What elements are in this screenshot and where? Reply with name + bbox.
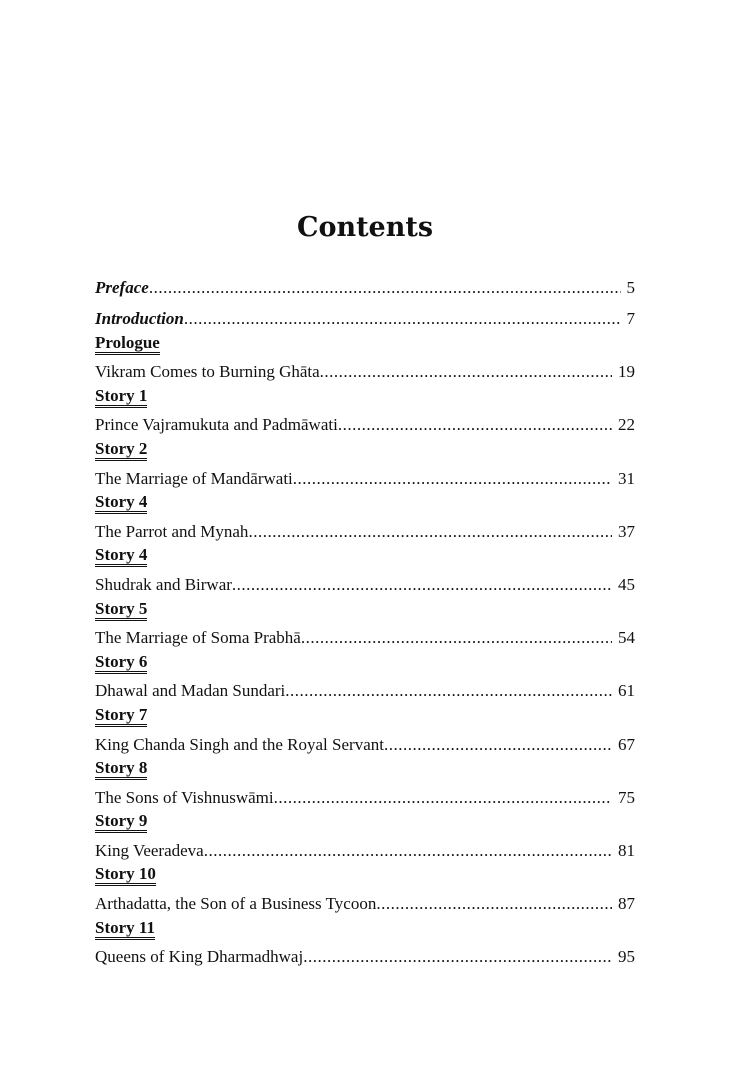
toc-page-number: 54 — [618, 628, 635, 648]
toc-entry-label: Shudrak and Birwar — [95, 574, 232, 594]
dot-leader — [338, 413, 612, 437]
section-heading-label: Story 8 — [95, 759, 147, 780]
dot-leader — [285, 679, 612, 703]
toc-entry[interactable] — [95, 626, 635, 653]
toc-section-heading — [95, 546, 635, 573]
toc-entry[interactable] — [95, 733, 635, 760]
toc-entry-label: Vikram Comes to Burning Ghāta — [95, 362, 320, 382]
toc-entry[interactable] — [95, 413, 635, 440]
dot-leader — [303, 945, 612, 969]
toc-section-heading — [95, 653, 635, 680]
dot-leader — [232, 573, 612, 597]
dot-leader — [376, 892, 612, 916]
table-of-contents — [95, 276, 635, 972]
section-heading-label: Story 4 — [95, 493, 147, 514]
toc-entry-label: Queens of King Dharmadhwaj — [95, 947, 304, 967]
dot-leader — [320, 360, 612, 384]
dot-leader — [204, 839, 612, 863]
toc-entry-preface[interactable] — [95, 276, 635, 307]
toc-page-number: 37 — [618, 521, 635, 541]
toc-section-heading — [95, 812, 635, 839]
dot-leader — [301, 626, 612, 650]
toc-entry-label: The Marriage of Soma Prabhā — [95, 628, 301, 648]
toc-page-number: 81 — [618, 840, 635, 860]
toc-page-number: 7 — [626, 309, 635, 328]
toc-section-heading — [95, 600, 635, 627]
section-heading-label: Story 5 — [95, 600, 147, 621]
dot-leader — [184, 307, 621, 331]
section-heading-label: Story 7 — [95, 706, 147, 727]
toc-section-heading — [95, 387, 635, 414]
toc-entry[interactable] — [95, 360, 635, 387]
toc-section-heading — [95, 865, 635, 892]
toc-entry[interactable] — [95, 839, 635, 866]
toc-entry[interactable] — [95, 892, 635, 919]
page-title: Contents — [296, 212, 434, 243]
section-heading-label: Story 10 — [95, 865, 156, 886]
toc-entry-label: Arthadatta, the Son of a Business Tycoon — [95, 894, 377, 914]
toc-section-heading — [95, 440, 635, 467]
toc-page-number: 45 — [618, 574, 635, 594]
toc-page-number: 95 — [618, 947, 635, 967]
toc-page-number: 61 — [618, 681, 635, 701]
toc-entry[interactable] — [95, 467, 635, 494]
toc-section-heading — [95, 759, 635, 786]
toc-entry-introduction[interactable] — [95, 307, 635, 334]
toc-entry[interactable] — [95, 573, 635, 600]
dot-leader — [149, 276, 621, 300]
toc-entry-label: Introduction — [95, 309, 184, 328]
toc-entry-label: Dhawal and Madan Sundari — [95, 681, 286, 701]
toc-page-number: 75 — [618, 787, 635, 807]
section-heading-label: Story 1 — [95, 387, 147, 408]
toc-entry[interactable] — [95, 520, 635, 547]
section-heading-label: Story 4 — [95, 546, 147, 567]
section-heading-label: Story 9 — [95, 812, 147, 833]
toc-section-heading — [95, 334, 635, 361]
toc-entry-label: The Sons of Vishnuswāmi — [95, 787, 274, 807]
toc-entry-label: The Marriage of Mandārwati — [95, 468, 293, 488]
dot-leader — [274, 786, 612, 810]
toc-entry-label: King Chanda Singh and the Royal Servant — [95, 734, 384, 754]
toc-entry-label: The Parrot and Mynah — [95, 521, 249, 541]
toc-page-number: 19 — [618, 362, 635, 382]
dot-leader — [293, 467, 612, 491]
section-heading-label: Prologue — [95, 334, 160, 355]
dot-leader — [384, 733, 612, 757]
toc-section-heading — [95, 919, 635, 946]
toc-section-heading — [95, 493, 635, 520]
section-heading-label: Story 6 — [95, 653, 147, 674]
section-heading-label: Story 2 — [95, 440, 147, 461]
toc-entry-label: King Veeradeva — [95, 840, 204, 860]
toc-page-number: 31 — [618, 468, 635, 488]
toc-entry[interactable] — [95, 679, 635, 706]
toc-entry[interactable] — [95, 786, 635, 813]
toc-page-number: 5 — [626, 278, 635, 297]
toc-entry[interactable] — [95, 945, 635, 972]
toc-page-number: 87 — [618, 894, 635, 914]
dot-leader — [248, 520, 612, 544]
toc-section-heading — [95, 706, 635, 733]
section-heading-label: Story 11 — [95, 919, 155, 940]
toc-entry-label: Preface — [95, 278, 149, 297]
toc-entry-label: Prince Vajramukuta and Padmāwati — [95, 415, 338, 435]
toc-page-number: 67 — [618, 734, 635, 754]
toc-page-number: 22 — [618, 415, 635, 435]
